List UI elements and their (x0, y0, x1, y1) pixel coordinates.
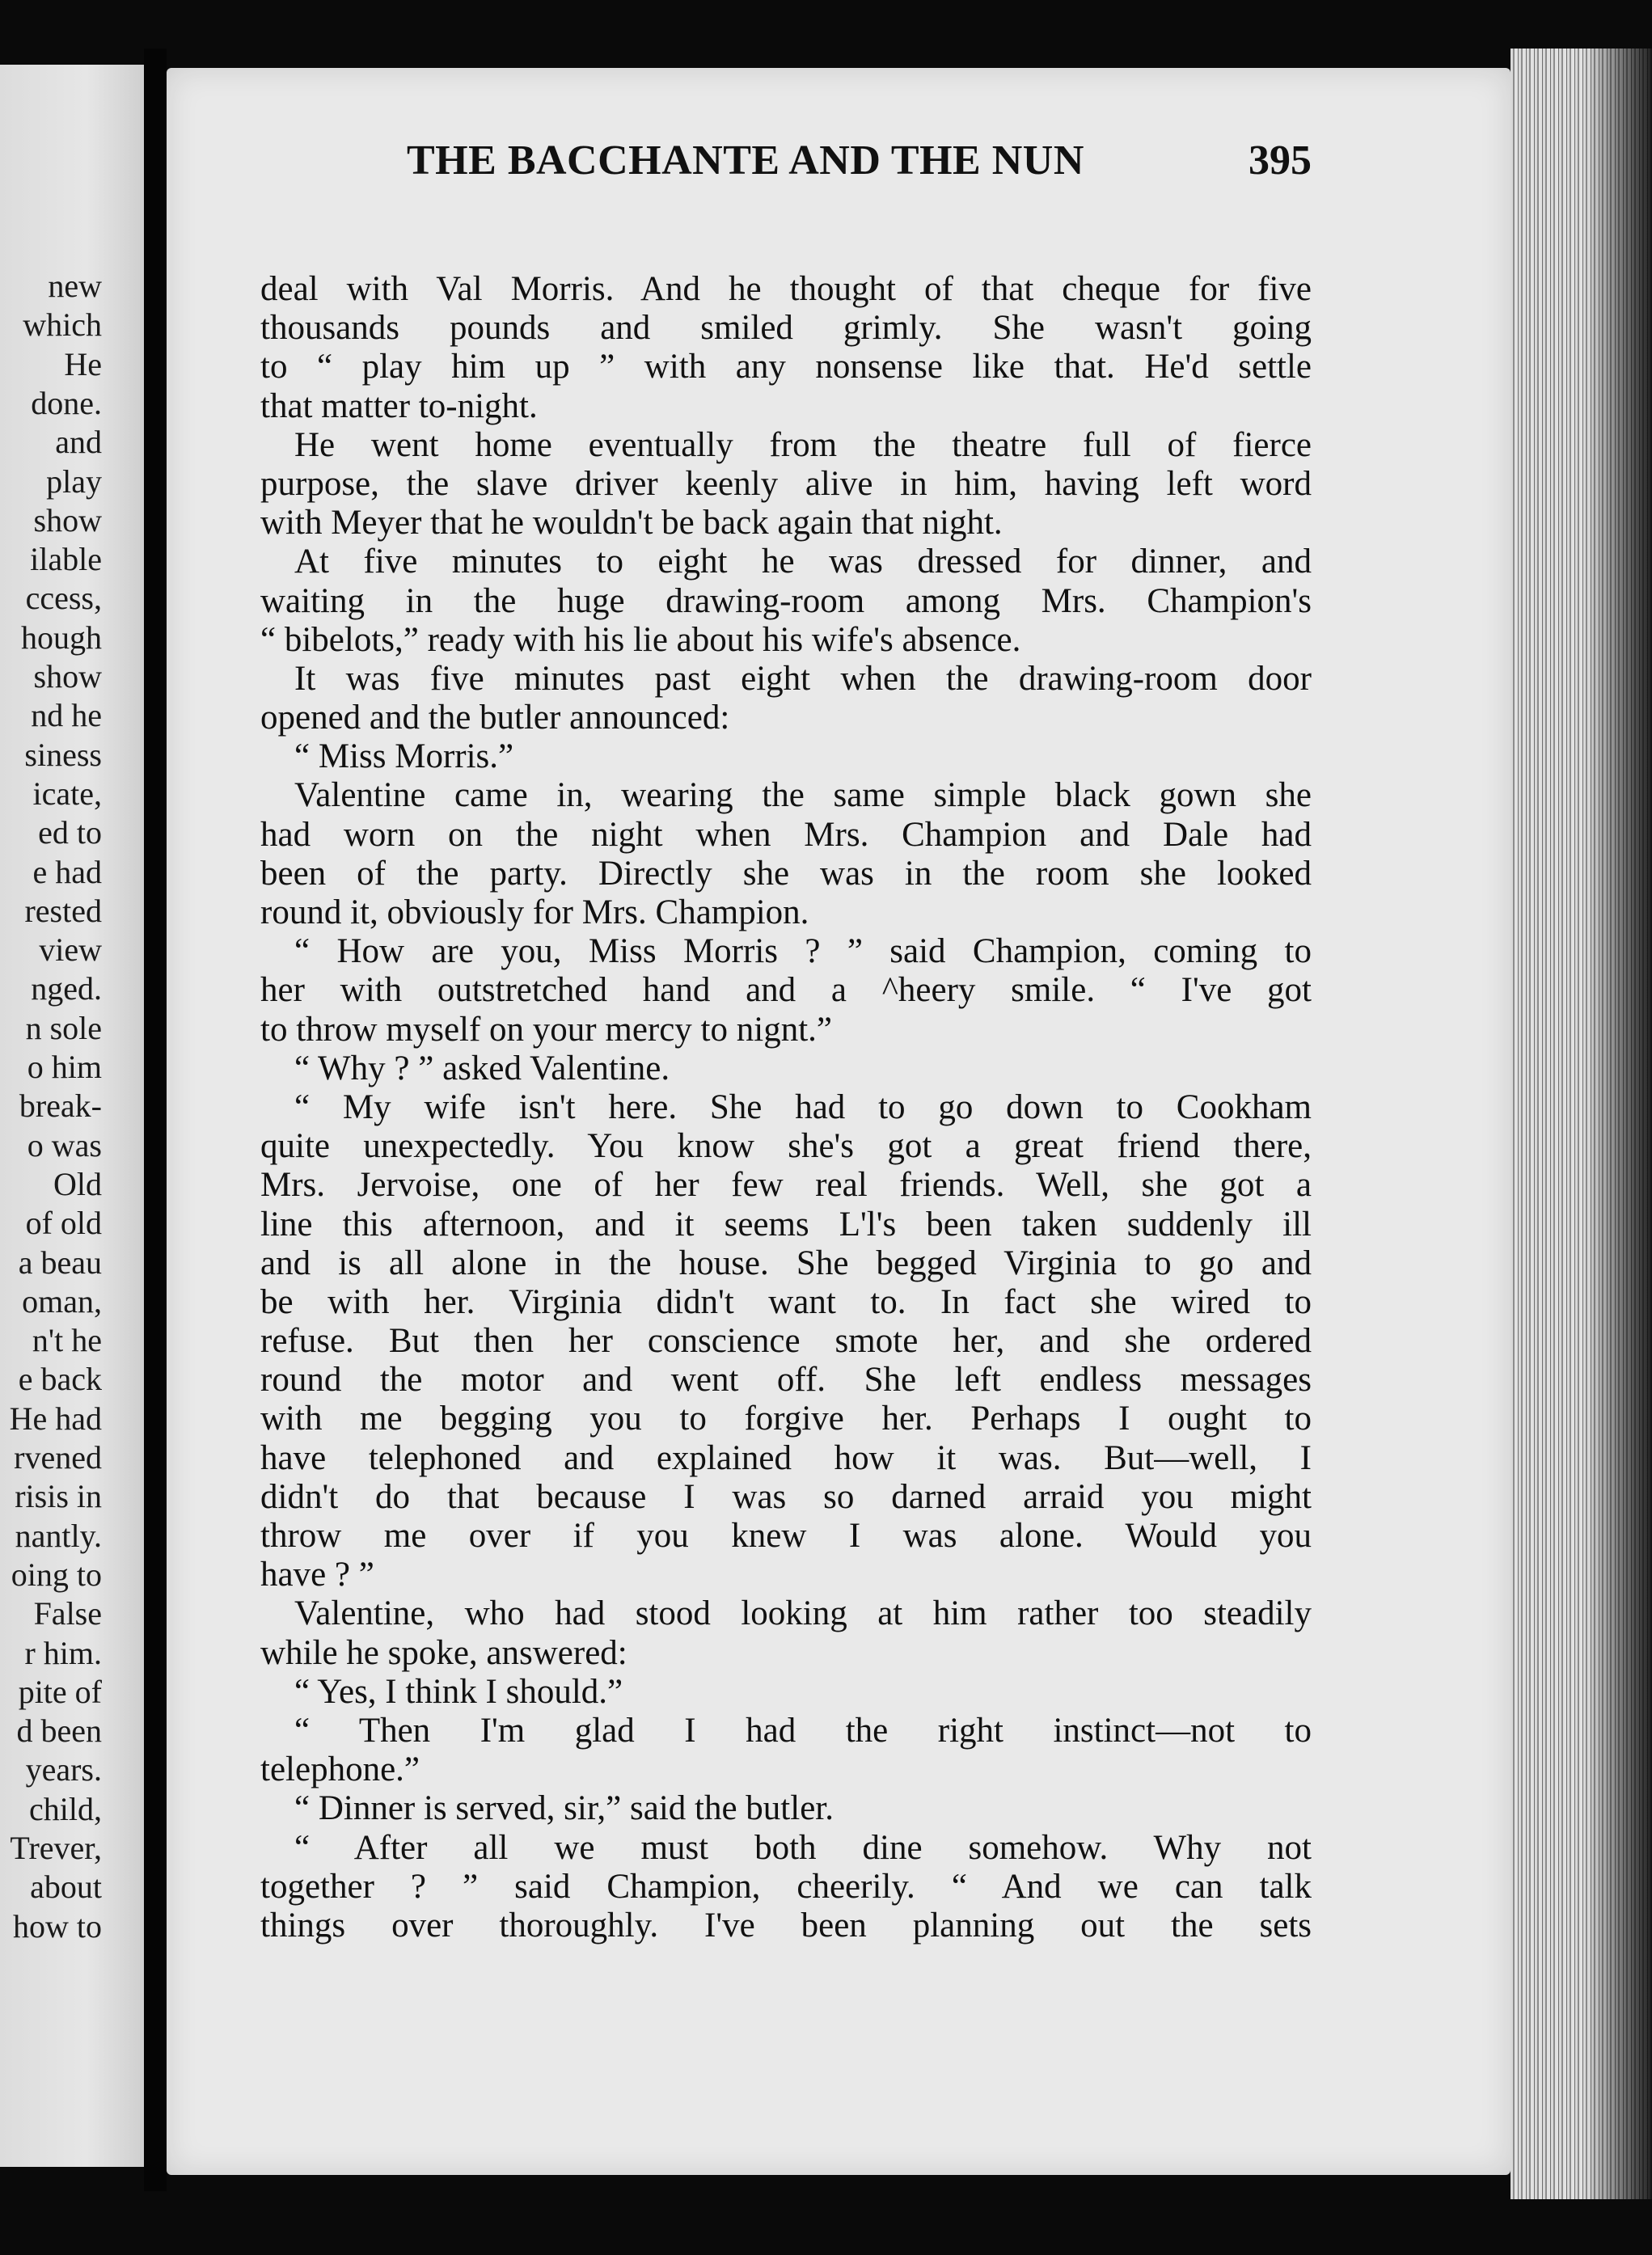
text-line: “ Then I'm glad I had the right instinct—not to (294, 1711, 1312, 1750)
left-page-fragment: break- (19, 1087, 102, 1125)
page-edges-shadow (1585, 49, 1652, 2232)
left-page-fragment: child, (29, 1790, 102, 1827)
left-page-fragment: oing to (11, 1556, 102, 1593)
left-page-fragment: e back (18, 1361, 102, 1398)
left-page-fragment: r him. (24, 1634, 102, 1671)
text-line: At five minutes to eight he was dressed for dinner, and (294, 543, 1312, 581)
text-line: Mrs. Jervoise, one of her few real friends. Well, she got a (260, 1166, 1312, 1205)
text-line: “ bibelots,” ready with his lie about his wife's absence. (260, 620, 1021, 659)
text-line: “ After all we must both dine somehow. Why not (294, 1828, 1312, 1867)
text-line: purpose, the slave driver keenly alive in him, having left word (260, 464, 1312, 503)
text-line: to throw myself on your mercy to nignt.” (260, 1010, 832, 1049)
text-line: that matter to-night. (260, 386, 538, 425)
page-number: 395 (1249, 137, 1312, 184)
left-page-fragment: nantly. (15, 1517, 102, 1554)
text-line: round the motor and went off. She left endless messages (260, 1361, 1312, 1400)
left-page-fragment: He (64, 345, 102, 382)
text-line: didn't do that because I was so darned arraid you might (260, 1477, 1312, 1516)
left-page-fragment: pite of (18, 1673, 102, 1710)
text-line: have ? ” (260, 1556, 374, 1594)
text-line: “ Why ? ” asked Valentine. (294, 1049, 670, 1087)
text-line: “ Dinner is served, sir,” said the butler. (294, 1789, 834, 1828)
text-line: together ? ” said Champion, cheerily. “ And we can talk (260, 1867, 1312, 1906)
left-page-fragment: and (55, 424, 102, 461)
left-page-fragment: done. (31, 384, 102, 421)
left-page-fragment: d been (16, 1712, 102, 1750)
left-page-fragment: icate, (32, 775, 102, 812)
left-page-fragment: how to (13, 1907, 102, 1945)
book-gutter (144, 49, 167, 2191)
text-line: with me begging you to forgive her. Perhaps I ought to (260, 1400, 1312, 1438)
text-line: “ Yes, I think I should.” (294, 1672, 623, 1711)
left-page-fragment: hough (21, 619, 102, 656)
left-page-fragment: Trever, (10, 1830, 102, 1866)
left-page-fragment: ccess, (25, 580, 102, 617)
left-page-fragment: rvened (14, 1439, 102, 1476)
left-page-fragment: nd he (31, 697, 102, 734)
text-line: deal with Val Morris. And he thought of that cheque for five (260, 270, 1312, 308)
left-page-fragment: oman, (22, 1282, 102, 1320)
text-line: to “ play him up ” with any nonsense like that. He'd settle (260, 348, 1312, 386)
text-line: It was five minutes past eight when the drawing-room door (294, 659, 1312, 698)
left-page-fragment: He had (9, 1400, 102, 1437)
left-page-fragment: years. (25, 1751, 102, 1788)
left-page-fragment: nged. (31, 970, 102, 1007)
left-page-fragment: a beau (18, 1244, 102, 1281)
text-line: waiting in the huge drawing-room among Mrs. Champion's (260, 581, 1312, 620)
text-line: throw me over if you knew I was alone. Would you (260, 1517, 1312, 1555)
left-page-fragment: play (46, 462, 102, 500)
previous-page-fragment (0, 65, 144, 2167)
left-page-fragment: ed to (38, 814, 102, 851)
left-page-fragment: siness (24, 736, 102, 773)
text-line: her with outstretched hand and a ^heery smile. “ I've got (260, 971, 1312, 1010)
text-line: opened and the butler announced: (260, 699, 730, 737)
text-line: “ Miss Morris.” (294, 737, 514, 776)
left-page-fragment: ilable (30, 541, 102, 578)
text-line: He went home eventually from the theatre full of fierce (294, 425, 1312, 464)
left-page-fragment: about (30, 1869, 102, 1906)
left-page-fragment: show (33, 501, 102, 538)
left-page-fragment: Old (53, 1165, 102, 1202)
left-page-fragment: n sole (25, 1009, 102, 1046)
text-line: while he spoke, answered: (260, 1633, 627, 1672)
text-line: Valentine, who had stood looking at him rather too steadily (294, 1594, 1312, 1633)
scan-top-border (0, 0, 1652, 49)
left-page-fragment: False (33, 1595, 102, 1632)
left-page-fragment: o was (27, 1126, 102, 1163)
text-line: with Meyer that he wouldn't be back again that night. (260, 504, 1003, 543)
text-line: thousands pounds and smiled grimly. She wasn't going (260, 309, 1312, 348)
text-line: be with her. Virginia didn't want to. In fact she wired to (260, 1282, 1312, 1321)
text-line: round it, obviously for Mrs. Champion. (260, 893, 809, 931)
scan-bottom-border (0, 2199, 1652, 2255)
running-title: THE BACCHANTE AND THE NUN (407, 137, 1084, 184)
text-line: and is all alone in the house. She begged Virginia to go and (260, 1244, 1312, 1282)
text-line: “ How are you, Miss Morris ? ” said Champion, coming to (294, 932, 1312, 971)
running-header (245, 137, 1312, 193)
body-text (260, 270, 1312, 1945)
left-page-fragment: risis in (15, 1478, 102, 1515)
text-line: have telephoned and explained how it was. But—well, I (260, 1438, 1312, 1477)
text-line: “ My wife isn't here. She had to go down to Cookham (294, 1087, 1312, 1126)
left-page-fragment: of old (25, 1205, 102, 1242)
text-line: been of the party. Directly she was in the room she looked (260, 854, 1312, 893)
text-line: refuse. But then her conscience smote her, and she ordered (260, 1322, 1312, 1361)
text-line: quite unexpectedly. You know she's got a great friend there, (260, 1127, 1312, 1166)
left-page-fragment: view (39, 931, 102, 969)
left-page-fragment: which (23, 306, 102, 344)
text-line: Valentine came in, wearing the same simple black gown she (294, 776, 1312, 815)
text-line: had worn on the night when Mrs. Champion and Dale had (260, 815, 1312, 854)
left-page-fragment: rested (24, 892, 102, 929)
left-page-fragment: n't he (32, 1322, 102, 1359)
text-line: telephone.” (260, 1750, 420, 1789)
text-line: line this afternoon, and it seems L'l's been taken suddenly ill (260, 1205, 1312, 1244)
text-line: things over thoroughly. I've been planning out the sets (260, 1906, 1312, 1945)
left-page-fragment: show (33, 658, 102, 695)
left-page-fragment: o him (27, 1049, 102, 1085)
left-page-fragment: e had (32, 853, 102, 890)
left-page-fragment: new (48, 268, 102, 304)
